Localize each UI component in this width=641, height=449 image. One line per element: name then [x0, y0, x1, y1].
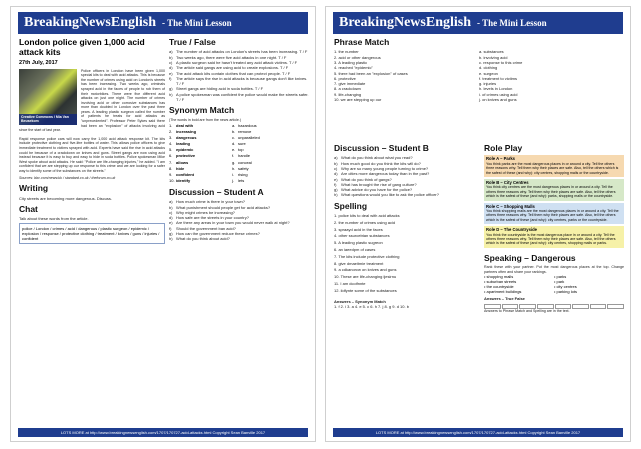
page-footer: LOTS MORE at http://www.breakingnewsenglish.com/1707/170727-acid-attacks.html Copyright Sean Banville 2017: [333, 428, 623, 437]
synonym-letter: b.: [232, 129, 236, 135]
speaking-place: • parks: [554, 274, 567, 280]
truefalse-item-letter: c): [169, 59, 173, 65]
synonym-word: deal with: [176, 122, 194, 128]
synonym-letter: g.: [232, 159, 236, 165]
truefalse-list: [169, 49, 309, 102]
phrase-left-list: [334, 49, 479, 102]
answers-values: 1. f 2. i 3. a 4. e 5. c 6. h 7. j 8. g 9. d 10. b: [334, 303, 409, 309]
synonym-option: lets: [238, 177, 245, 183]
phrase-right-item: b. involving acid: [479, 54, 508, 60]
worksheet-page-2: [325, 6, 631, 442]
article-title: London police given 1,000 acid attack kits: [19, 38, 145, 57]
synonym-number: 4.: [169, 141, 173, 147]
truefalse-item: [169, 92, 309, 103]
speaking-answers-note: Answers to Phrase Match and Spelling are in the text.: [484, 308, 570, 313]
spelling-item: 10. These are life-changing ijesirnu: [334, 274, 397, 280]
banner-subtitle: - The Mini Lesson: [477, 18, 547, 28]
phrase-match-section: [334, 38, 624, 138]
discussion-a-item: [169, 236, 309, 241]
spelling-item: 2. the number of crimes using acid: [334, 219, 396, 225]
banner: [18, 12, 308, 34]
synonym-word: allows: [176, 159, 189, 165]
truefalse-item-text: The number of acid attacks on London's streets has been increasing. T / F: [176, 49, 308, 55]
speaking-intro: Rank these with your partner. Put the most dangerous places at the top. Change partners often and share your rankings.: [484, 265, 624, 274]
banner-title: BreakingNewsEnglish: [339, 15, 471, 30]
synonym-letter: f.: [232, 153, 235, 159]
speaking-place: • parking lots: [554, 289, 577, 295]
speaking-answers-label: Answers – True False: [484, 296, 525, 302]
speaking-place: • city centres: [554, 284, 577, 290]
synonym-number: 9.: [169, 171, 173, 177]
discussion-b-item-text: Why are so many young people turning to crime?: [341, 165, 429, 171]
synonym-letter: j.: [232, 177, 234, 183]
truefalse-item-letter: a): [169, 49, 173, 55]
discussion-a-item-text: Why might crimes be increasing?: [176, 209, 235, 215]
synonym-option: top: [238, 147, 244, 153]
phrase-right-item: h. levels in London: [479, 86, 513, 92]
photo-caption: Creative Commons / Mia Van Beusekom: [19, 114, 77, 124]
discussion-b-item-letter: b): [334, 160, 338, 166]
synonym-letter: i.: [232, 171, 234, 177]
discussion-b-item-letter: a): [334, 155, 338, 161]
synonym-option: unparalleled: [238, 135, 260, 141]
discussion-b-item-letter: h): [334, 192, 338, 198]
phrase-right-item: j. on knives and guns: [479, 97, 517, 103]
synonym-subtitle: (The words in bold are from the news article.): [169, 117, 242, 122]
synonym-word: confident: [176, 171, 194, 177]
synonym-word: hide: [176, 165, 185, 171]
roleplay-cards: [484, 155, 624, 248]
article-paragraph-1: Police officers in London have been given 1,000 special kits to deal with acid attacks. This is because the number of crimes using acid on London's streets has been increasing. Two weeks ago, criminals sprayed acid in the faces of people to rob them of their motorbikes. There were five different acid attacks on just one night. The number of crimes involving acid or other corrosive substances has more than doubled in London over the past three years. A leading plastic surgeon called the number of patients he treats for acid attacks as "unprecedented". Professor Peter Sykes said there had been an "explosion" of attacks involving acid since the start of last year.: [19, 68, 165, 133]
phrase-left-item: 5. there had been an "explosion" of cases: [334, 70, 408, 76]
discussion-b-item-letter: c): [334, 165, 338, 171]
synonym-number: 8.: [169, 165, 173, 171]
synonym-number: 1.: [169, 122, 173, 128]
page-footer: LOTS MORE at http://www.breakingnewsenglish.com/1707/170727-acid-attacks.html Copyright Sean Banville 2017: [18, 428, 308, 437]
discussion-b-item-text: What do you think of gangs?: [341, 176, 392, 182]
discussion-a-item-letter: h): [169, 236, 173, 242]
role-card-body: You think shopping malls are the most dangerous places in or around a city. Tell the others three reasons why. Tell them why their places are safe. Also, tell the others which is the safest of these (and why): city centres, parks or the countryside.: [486, 209, 619, 222]
role-card: [484, 226, 624, 248]
speaking-place: • the countryside: [484, 284, 514, 290]
synonym-word: epidemic: [176, 147, 194, 153]
phrase-left-item: 7. give immediate: [334, 81, 366, 87]
article-sources: Sources: bbc.com/news/uk / standard.co.uk / theforum.co.uk: [19, 175, 116, 180]
synonym-letter: h.: [232, 165, 236, 171]
truefalse-item: [169, 76, 309, 87]
discussion-a-item-text: How much crime is there in your town?: [176, 199, 245, 205]
role-card-title: Role C – Shopping Malls: [486, 203, 535, 209]
discussion-a-item-letter: a): [169, 199, 173, 205]
truefalse-item-letter: d): [169, 65, 173, 71]
speaking-place: • shopping malls: [484, 274, 514, 280]
truefalse-heading: True / False: [169, 38, 216, 47]
left-column: [19, 38, 165, 426]
discussion-a-item-letter: c): [169, 209, 173, 215]
discussion-b-item-text: What advice do you have for the police?: [341, 187, 413, 193]
phrase-right-list: [479, 49, 624, 102]
phrase-left-item: 8. a crackdown: [334, 86, 361, 92]
synonym-option: conceal: [238, 159, 252, 165]
discussion-a-item-letter: b): [169, 204, 173, 210]
phrase-left-item: 9. life-changing: [334, 91, 362, 97]
roleplay-heading: Role Play: [484, 144, 523, 153]
phrase-left-item: 1. the number: [334, 49, 359, 55]
synonym-number: 6.: [169, 153, 173, 159]
speaking-place: • apartment buildings: [484, 289, 522, 295]
phrase-right-item: f. treatment to victims: [479, 75, 518, 81]
spelling-item: 3. spraayd acid in the faces: [334, 226, 383, 232]
synonym-word: identify: [176, 177, 191, 183]
discussion-b-heading: Discussion – Student B: [334, 144, 429, 153]
phrase-heading: Phrase Match: [334, 38, 390, 47]
phrase-left-item: 4. reached "epidemic": [334, 65, 373, 71]
discussion-a-item-letter: d): [169, 215, 173, 221]
discussion-a-item-letter: e): [169, 220, 173, 226]
banner: [333, 12, 623, 34]
role-card: [484, 179, 624, 201]
synonym-letter: e.: [232, 147, 236, 153]
role-card-title: Role D – The Countryside: [486, 227, 537, 233]
spelling-list: [334, 213, 480, 295]
spelling-item: 4. other ssurcebtan substances: [334, 233, 390, 239]
synonym-letter: a.: [232, 122, 236, 128]
phrase-left-item: 10. we are stepping up our: [334, 97, 382, 103]
worksheet-page-1: [10, 6, 316, 442]
synonym-number: 2.: [169, 129, 173, 135]
phrase-right-item: g. injuries: [479, 81, 497, 87]
phrase-right-item: i. of crimes using acid: [479, 91, 518, 97]
phrase-right-item: e. surgeon: [479, 70, 498, 76]
discussion-a-item-letter: f): [169, 225, 172, 231]
truefalse-item-text: A plastic surgeon said he hasn't treated any acid attack victims. T / F: [176, 59, 298, 65]
truefalse-item-text: The article says the rise in acid attacks is because gangs don't like knives. T / F: [176, 75, 308, 87]
phrase-left-item: 2. acid or other dangerous: [334, 54, 381, 60]
synonym-letter: c.: [232, 135, 236, 141]
synonym-word: increasing: [176, 129, 197, 135]
synonym-word: dangerous: [176, 135, 197, 141]
discussion-b-item-text: What do you think about what you read?: [341, 155, 413, 161]
answer-box: [484, 304, 624, 309]
right-column: [169, 38, 309, 426]
spelling-item: 5. A leading plastic sugreon: [334, 240, 383, 246]
discussion-b-item-letter: g): [334, 187, 338, 193]
role-card: [484, 203, 624, 225]
role-card-body: You think city centres are the most dangerous places in or around a city. Tell the others three reasons why. Tell them why their places are safe. Also, tell the others which is the safest of these (and why): parks, shopping malls or the countryside.: [486, 185, 616, 199]
phrase-right-item: d. clothing: [479, 65, 498, 71]
synonym-option: sure: [238, 141, 246, 147]
phrase-left-item: 3. A leading plastic: [334, 59, 368, 65]
synonym-number: 7.: [169, 159, 173, 165]
speaking-places: [484, 274, 624, 294]
synonym-number: 3.: [169, 135, 173, 141]
truefalse-item-text: The article said gangs are using acid to create explosions. T / F: [176, 65, 289, 71]
truefalse-item-text: The acid attack kits contain clothes that can protect people. T / F: [176, 70, 291, 76]
truefalse-item-text: Two weeks ago, there were five acid attacks in one night. T / F: [176, 54, 287, 60]
spelling-item: 6. an iaeedpm of cases: [334, 247, 376, 253]
role-card-body: You think parks are the most dangerous places in or around a city. Tell the others three reasons why. Tell them why their places are safe. Also, tell the others which is the safest of these (and why): city centres, shopping malls or the countryside.: [486, 161, 619, 175]
discussion-b-list: [334, 155, 480, 197]
chat-heading: Chat: [19, 203, 38, 214]
synonym-option: remove: [238, 129, 252, 135]
synonym-number: 5.: [169, 147, 173, 153]
article-paragraph-2: Rapid response police cars will now carry the 1,000 acid attack response kit. The kits include protective clothing and five-litre bottles of water. This allows police officers to give immediate treatment to victims sprayed with acid. Experts have said the rise in acid attacks could be because of a crackdown on knives and guns. Street gangs are now using acid instead because it is easy to buy and easy to hide in soda bottles. Police spokesman Mike West spoke about acid attacks. He said: "Police are life-changing injuries," he added. "I am confident that we are stepping up our response to this crime and we are looking for a safer way to identify some of the substances on the streets.": [19, 136, 165, 173]
discussion-b-item-letter: e): [334, 176, 338, 182]
discussion-b-item-text: How much good do you think the kits will do?: [341, 160, 421, 166]
right-column: [484, 144, 624, 432]
chat-prompt: Talk about these words from the article.: [19, 216, 89, 222]
spelling-item: 11. I am dcoifnnte: [334, 281, 366, 287]
role-card: [484, 155, 624, 177]
truefalse-item-letter: b): [169, 54, 173, 60]
synonym-option: safety: [238, 165, 249, 171]
truefalse-item-letter: f): [169, 75, 172, 81]
writing-heading: Writing: [19, 183, 49, 194]
banner-subtitle: - The Mini Lesson: [162, 18, 232, 28]
article-photo: [19, 69, 77, 125]
writing-prompt: City streets are becoming more dangerous. Discuss.: [19, 195, 112, 201]
synonym-number: 10.: [169, 177, 175, 183]
discussion-a-item-text: How safe are the streets in your country?: [176, 215, 249, 221]
synonym-table: [169, 123, 309, 184]
discussion-a-item-text: How can the government reduce these crimes?: [176, 231, 260, 237]
truefalse-item-letter: e): [169, 70, 173, 76]
speaking-place: • park: [554, 279, 565, 285]
truefalse-item-letter: g): [169, 86, 173, 92]
spelling-item: 8. give dmaeitmie treatment: [334, 260, 384, 266]
discussion-b-item-text: Are cities more dangerous today than in the past?: [341, 171, 430, 177]
synonym-option: hazardous: [238, 122, 257, 128]
banner-title: BreakingNewsEnglish: [24, 15, 156, 30]
discussion-a-item-text: Are there any areas in your town you would never walk at night?: [176, 220, 290, 226]
speaking-place: • suburban streets: [484, 279, 517, 285]
discussion-a-heading: Discussion – Student A: [169, 186, 264, 197]
discussion-b-item-text: What has brought the rise of gang culture?: [341, 181, 417, 187]
discussion-a-list: [169, 199, 309, 241]
synonym-option: rising: [238, 171, 248, 177]
spelling-item: 9. a cdkanorcw on knives and guns: [334, 267, 397, 273]
chat-word-box: police / London / crimes / acid / dangerous / plastic surgeon / epidemic / explosion / response / protective clothing / treatment / knives / guns / injuries / confident: [19, 223, 165, 244]
phrase-right-item: c. response to this crime: [479, 59, 523, 65]
answers-label: Answers – Synonym Match: [334, 298, 386, 304]
role-card-body: You think the countryside is the most dangerous place in or around a city. Tell the others three reasons why. Tell them why their places are safe. Also, tell the others which is the safest of these (and why): city centres, shopping malls or parks.: [486, 232, 616, 246]
discussion-b-item-text: What questions would you like to ask the police officer?: [341, 192, 439, 198]
discussion-b-item-letter: f): [334, 181, 337, 187]
spelling-item: 1. police kits to deal with acid attacks: [334, 213, 400, 219]
synonym-letter: d.: [232, 141, 236, 147]
discussion-b-item-letter: d): [334, 171, 338, 177]
discussion-a-item-text: What punishment should people get for acid attacks?: [176, 204, 271, 210]
speaking-heading: Speaking – Dangerous: [484, 252, 576, 263]
truefalse-item-text: Street gangs are hiding acid in soda bottles. T / F: [176, 86, 264, 92]
synonym-word: protective: [176, 153, 196, 159]
discussion-a-item-text: What do you think about acid?: [176, 236, 230, 242]
spelling-item: 12. iidfynte some of the substances: [334, 287, 397, 293]
role-card-title: Role A – Parks: [486, 156, 516, 162]
phrase-right-item: a. substances: [479, 49, 504, 55]
truefalse-item-text: A police spokesman was confident the police would make the streets safer. T / F: [176, 91, 309, 103]
left-column: [334, 144, 480, 432]
synonym-option: handle: [238, 153, 251, 159]
phrase-left-item: 6. protective: [334, 75, 356, 81]
article-date: 27th July, 2017: [19, 59, 58, 66]
truefalse-item-letter: h): [169, 91, 173, 97]
synonym-heading: Synonym Match: [169, 105, 235, 116]
synonym-word: leading: [176, 141, 191, 147]
discussion-a-item-letter: g): [169, 231, 173, 237]
spelling-heading: Spelling: [334, 200, 368, 211]
role-card-title: Role B – City Centres: [486, 179, 529, 185]
spelling-item: 7. The kits include protective clothing: [334, 253, 400, 259]
discussion-a-item-text: Should the government ban acid?: [176, 225, 236, 231]
